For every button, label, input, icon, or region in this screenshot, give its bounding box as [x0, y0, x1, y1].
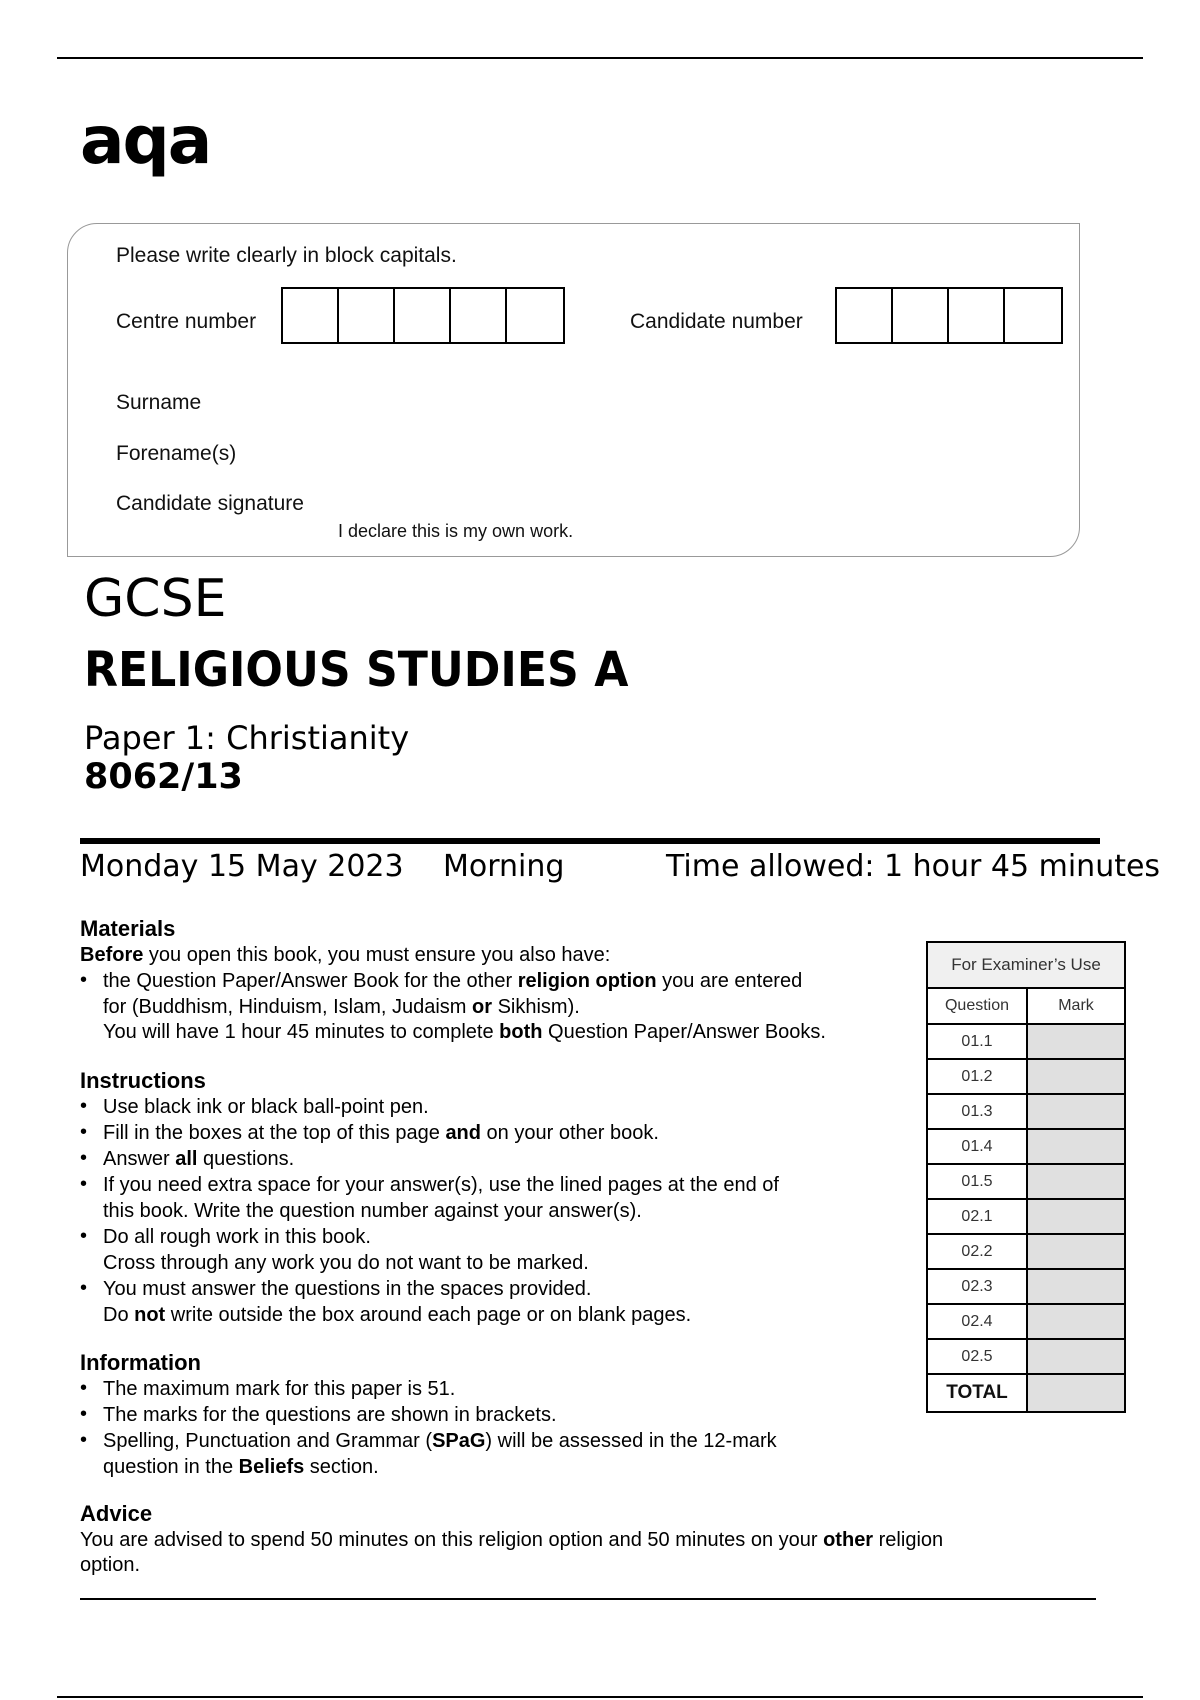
materials-heading: Materials: [80, 916, 176, 941]
bullet: •: [80, 1277, 88, 1299]
bottom-rule: [57, 1696, 1143, 1698]
instruction-line: Answer all questions.: [103, 1148, 295, 1170]
question-number: 02.4: [928, 1305, 1028, 1338]
table-row: [928, 1095, 1124, 1130]
centre-number-label: Centre number: [116, 310, 257, 333]
information-line: question in the Beliefs section.: [103, 1456, 379, 1478]
question-number: 01.2: [928, 1060, 1028, 1093]
bullet: •: [80, 1147, 88, 1169]
instruction-line: Do all rough work in this book.: [103, 1226, 371, 1248]
question-number: 02.5: [928, 1340, 1028, 1373]
information-line: The maximum mark for this paper is 51.: [103, 1378, 456, 1400]
question-number: 01.3: [928, 1095, 1028, 1128]
advice-line: You are advised to spend 50 minutes on this religion option and 50 minutes on your other religion: [80, 1529, 944, 1551]
mark-cell: [1028, 1095, 1124, 1128]
paper-code: 8062/13: [84, 757, 243, 797]
mark-cell: [1028, 1235, 1124, 1268]
bullet: •: [80, 1173, 88, 1195]
instruction-line: Cross through any work you do not want to be marked.: [103, 1252, 589, 1274]
centre-number-digit[interactable]: [339, 289, 395, 342]
examiner-use-table: [926, 941, 1126, 1413]
table-row: [928, 1165, 1124, 1200]
mark-cell: [1028, 1340, 1124, 1373]
centre-number-boxes[interactable]: [281, 287, 565, 344]
signature-label: Candidate signature: [116, 492, 304, 515]
question-number: 01.1: [928, 1025, 1028, 1058]
table-row: [928, 1025, 1124, 1060]
centre-number-digit[interactable]: [283, 289, 339, 342]
mark-cell: [1028, 1060, 1124, 1093]
information-line: Spelling, Punctuation and Grammar (SPaG) will be assessed in the 12-mark: [103, 1430, 777, 1452]
table-row: [928, 1305, 1124, 1340]
question-number: 02.1: [928, 1200, 1028, 1233]
candidate-number-digit[interactable]: [949, 289, 1005, 342]
total-row: [928, 1375, 1124, 1411]
mark-cell: [1028, 1025, 1124, 1058]
advice-heading: Advice: [80, 1501, 153, 1526]
question-number: 02.3: [928, 1270, 1028, 1303]
candidate-number-boxes[interactable]: [835, 287, 1063, 344]
top-rule: [57, 57, 1143, 59]
bullet: •: [80, 1429, 88, 1451]
materials-line: Before you open this book, you must ensure you also have:: [80, 944, 611, 966]
question-number: 01.4: [928, 1130, 1028, 1163]
candidate-number-digit[interactable]: [893, 289, 949, 342]
examiner-table-header: [928, 989, 1124, 1025]
mark-cell: [1028, 1200, 1124, 1233]
total-mark-cell: [1028, 1375, 1124, 1411]
table-row: [928, 1130, 1124, 1165]
qualification-title: GCSE: [84, 569, 227, 629]
candidate-details-box: [67, 223, 1080, 557]
table-row: [928, 1200, 1124, 1235]
time-allowed: Time allowed: 1 hour 45 minutes: [666, 849, 1161, 884]
materials-line: the Question Paper/Answer Book for the other religion option you are entered: [103, 970, 803, 992]
instruction-line: this book. Write the question number against your answer(s).: [103, 1200, 642, 1222]
bullet: •: [80, 1095, 88, 1117]
advice-rule: [80, 1598, 1096, 1600]
mark-cell: [1028, 1165, 1124, 1198]
exam-session: Morning: [443, 849, 565, 884]
subject-title: RELIGIOUS STUDIES A: [84, 642, 629, 698]
materials-line: for (Buddhism, Hinduism, Islam, Judaism or Sikhism).: [103, 996, 580, 1018]
aqa-logo: aqa: [80, 102, 211, 179]
table-row: [928, 1270, 1124, 1305]
centre-number-digit[interactable]: [395, 289, 451, 342]
instruction-line: Use black ink or black ball-point pen.: [103, 1096, 429, 1118]
block-capitals-instruction: Please write clearly in block capitals.: [116, 244, 457, 267]
question-number: 01.5: [928, 1165, 1028, 1198]
mark-cell: [1028, 1305, 1124, 1338]
advice-line: option.: [80, 1554, 141, 1576]
table-row: [928, 1060, 1124, 1095]
paper-title: Paper 1: Christianity: [84, 719, 410, 757]
question-number: 02.2: [928, 1235, 1028, 1268]
exam-date: Monday 15 May 2023: [80, 849, 404, 884]
candidate-number-digit[interactable]: [837, 289, 893, 342]
candidate-number-digit[interactable]: [1005, 289, 1061, 342]
mark-column-header: Mark: [1028, 989, 1124, 1023]
instruction-line: You must answer the questions in the spaces provided.: [103, 1278, 592, 1300]
forenames-label: Forename(s): [116, 442, 237, 465]
examiner-table-title: For Examiner’s Use: [928, 943, 1124, 989]
bullet: •: [80, 1225, 88, 1247]
information-line: The marks for the questions are shown in brackets.: [103, 1404, 557, 1426]
question-column-header: Question: [928, 989, 1028, 1023]
bullet: •: [80, 1377, 88, 1399]
bullet: •: [80, 1403, 88, 1425]
instruction-line: Fill in the boxes at the top of this page and on your other book.: [103, 1122, 659, 1144]
instructions-heading: Instructions: [80, 1068, 206, 1093]
centre-number-digit[interactable]: [451, 289, 507, 342]
bullet: •: [80, 1121, 88, 1143]
table-row: [928, 1235, 1124, 1270]
information-heading: Information: [80, 1350, 201, 1375]
table-row: [928, 1340, 1124, 1375]
instruction-line: Do not write outside the box around each page or on blank pages.: [103, 1304, 692, 1326]
declaration-text: I declare this is my own work.: [338, 521, 574, 541]
bullet: •: [80, 969, 88, 991]
candidate-number-label: Candidate number: [630, 310, 803, 333]
total-label: TOTAL: [928, 1375, 1028, 1411]
centre-number-digit[interactable]: [507, 289, 563, 342]
mark-cell: [1028, 1270, 1124, 1303]
materials-line: You will have 1 hour 45 minutes to complete both Question Paper/Answer Books.: [103, 1021, 826, 1043]
surname-label: Surname: [116, 391, 202, 414]
mark-cell: [1028, 1130, 1124, 1163]
instruction-line: If you need extra space for your answer(s), use the lined pages at the end of: [103, 1174, 779, 1196]
heavy-rule: [80, 838, 1100, 844]
